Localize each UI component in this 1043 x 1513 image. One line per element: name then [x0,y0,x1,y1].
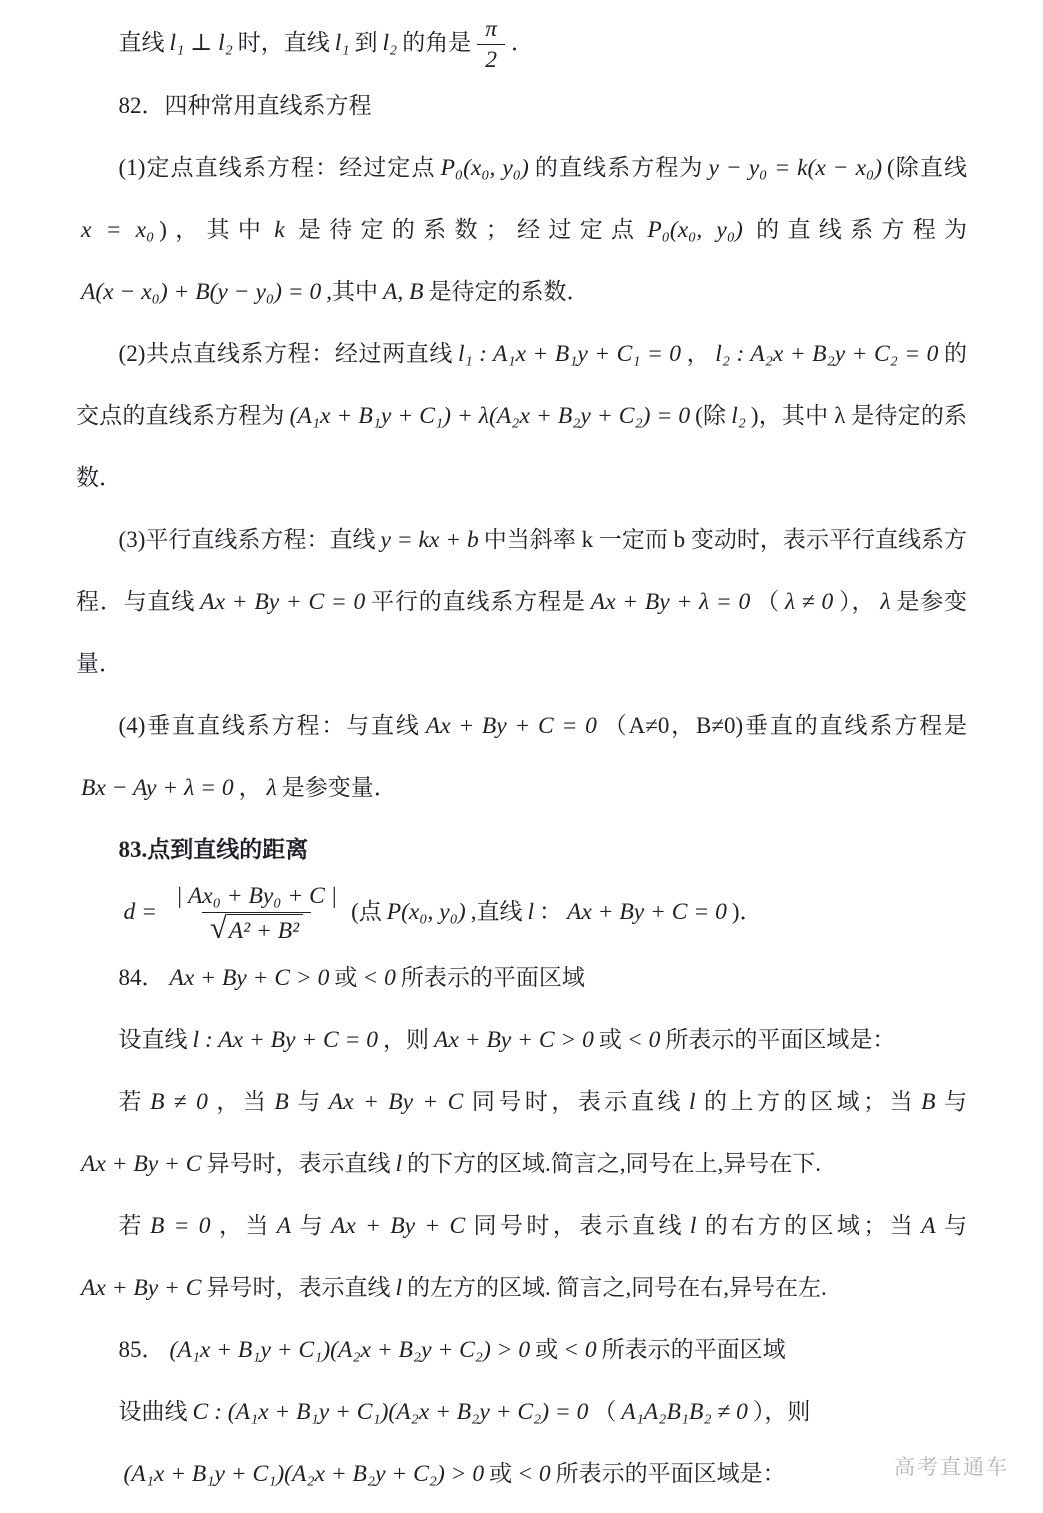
math-run: λ [266,775,277,802]
sqrt-radical: √ A² + B² [210,914,303,945]
text-run: （ [593,1398,617,1424]
math-run: C : (A₁x + B₁y + C₁)(A₂x + B₂y + C₂) = 0 [192,1398,589,1425]
fraction: $\frac{\pi}{2}$ [477,14,505,75]
text-run: 85． [118,1336,165,1362]
math-run: l₁ : A₁x + B₁y + C₁ = 0 [457,341,682,368]
math-run: Ax + By + C [331,1212,466,1239]
text-run: 到 [354,30,378,55]
text-run: 所表示的平面区域 [400,964,585,990]
text-run: ）， [838,589,876,615]
math-run: A [276,1212,292,1239]
section-84-title [76,947,967,1009]
text-run: 异号时，表示直线 [206,1150,391,1176]
text-run: ： [539,899,562,925]
text-run: 设曲线 [118,1398,188,1424]
math-run: d = [123,899,158,926]
math-run: Ax + By + C > 0 [169,964,330,991]
math-run: Ax + By + C [81,1150,202,1177]
math-run: B [274,1088,289,1115]
text-run: 的上方的区域；当 [700,1088,917,1114]
document-body [76,12,967,1505]
math-run: l₁ ⊥ l₂ [169,30,233,56]
math-run: l₂ [382,30,398,56]
text-run: ），则 [752,1398,811,1424]
text-run: 与 [296,1212,326,1238]
math-run: y = kx + b [380,527,479,554]
math-run: Ax + By + λ = 0 [590,589,751,616]
intro-angle-note [76,12,967,75]
math-run: Ax + By + C = 0 [200,589,366,616]
item-82-2-concurrent-line-systems [76,323,967,509]
text-run: ,直线 [470,899,523,925]
text-run: 是待定的系数． [428,279,590,305]
text-run: 的下方的区域.简言之,同号在上,异号在下. [407,1150,821,1176]
text-run: 的右方的区域；当 [701,1212,917,1238]
text-run: 83.点到直线的距离 [118,837,309,863]
text-run: (除 [695,403,727,429]
math-run: < 0 [563,1336,597,1363]
text-run: 的交点的直线系方程为 [76,341,968,429]
item-82-4-perpendicular-line-systems [76,695,967,819]
math-run: l [395,1150,402,1177]
text-run: 的左方的区域. 简言之,同号在右,异号在左. [407,1274,827,1300]
text-run: 时，直线 [237,30,330,55]
math-run: x = x₀ [81,217,155,244]
math-run: l [689,1212,697,1239]
math-run: A [921,1212,936,1239]
math-run: < 0 [362,964,396,991]
text-run: 的直线系方程为 [533,155,704,181]
math-run: l₂ : A₂x + B₂y + C₂ = 0 [715,341,939,368]
math-run: P(x₀, y₀) [386,899,466,926]
text-run: (3)平行直线系方程：直线 [118,527,376,553]
math-run: B [921,1088,936,1115]
math-run: A, B [383,279,424,306]
text-run: 的直线系方程为 [747,217,968,243]
math-run: Ax + By + C > 0 [434,1026,594,1053]
math-run: l [527,899,534,926]
text-run: 直线 [118,30,165,55]
item-82-3-parallel-line-systems [76,509,967,695]
math-run: < 0 [626,1026,661,1053]
text-run: 中当斜率 k 一定而 b 变动时，表示平行直线系方程．与直线 [76,527,967,615]
text-run: 平行的直线系方程是 [370,589,586,615]
math-run: λ ≠ 0 [784,589,834,616]
text-run: (除直线 [887,155,967,181]
math-run: Ax + By + C [328,1088,464,1115]
text-run: 是参变量． [281,775,397,801]
text-run: ,其中 [326,279,379,305]
fraction: | Ax₀ + By₀ + C | √ A² + B² [168,881,345,946]
para-84-case-b-zero [76,1195,967,1319]
math-run: < 0 [517,1460,551,1487]
text-run: 所表示的平面区域 [601,1336,786,1362]
para-84-case-b-nonzero [76,1071,967,1195]
math-run: λ [880,589,891,616]
formula-point-line-distance [76,881,967,946]
section-85-title [76,1319,967,1381]
section-82-title [76,75,967,137]
math-run: A₁A₂B₁B₂ ≠ 0 [621,1398,748,1425]
text-run: 同号时，表示直线 [470,1212,685,1238]
text-run: )． [731,899,763,925]
math-run: P₀(x₀, y₀) [647,217,743,244]
text-run: 是待定的系数；经过定点 [289,217,643,243]
text-run: ，当 [212,1088,270,1114]
text-run: (1)定点直线系方程：经过定点 [118,155,436,181]
math-run: (A₁x + B₁y + C₁)(A₂x + B₂y + C₂) > 0 [123,1460,485,1487]
math-run: Ax + By + C [81,1274,202,1301]
text-run: 是参变量． [76,589,968,677]
text-run: 与 [293,1088,324,1114]
math-run: Ax + By + C = 0 [425,713,597,740]
para-85-setup [76,1381,967,1443]
text-run: 或 [334,964,358,990]
math-run: y − y₀ = k(x − x₀) [708,155,883,182]
text-run: )，其中 λ 是待定的系数． [76,403,968,491]
text-run: 82．四种常用直线系方程 [118,93,372,119]
para-85-statement [76,1443,967,1505]
text-run: 与 [940,1088,968,1114]
para-84-setup [76,1009,967,1071]
text-run: (2)共点直线系方程：经过两直线 [118,341,453,367]
text-run: 或 [598,1026,622,1052]
text-run: 或 [535,1336,559,1362]
text-run: （A≠0，B≠0)垂直的直线系方程是 [601,713,967,739]
text-run: 84． [118,964,165,990]
math-run: l₁ [334,30,350,56]
text-run: ． [510,30,534,55]
math-run: P₀(x₀, y₀) [440,155,529,182]
math-run: Bx − Ay + λ = 0 [81,775,234,802]
text-run: ，当 [215,1212,272,1238]
math-run: l : Ax + By + C = 0 [192,1026,379,1053]
text-run: 若 [118,1212,145,1238]
math-run: k [274,217,285,244]
text-run: 若 [118,1088,146,1114]
math-run: l₂ [731,403,746,430]
text-run: 与 [940,1212,968,1238]
math-run: l [395,1274,402,1301]
item-82-1-fixed-point-systems [76,137,967,323]
text-run: 设直线 [118,1026,188,1052]
text-run: ， [686,341,711,367]
text-run: (4)垂直直线系方程：与直线 [118,713,421,739]
math-run: B = 0 [149,1212,211,1239]
text-run: 同号时，表示直线 [468,1088,684,1114]
text-run: ，则 [383,1026,430,1052]
watermark: 高考直通车 [894,1456,1009,1479]
section-83-title [76,819,967,881]
math-run: l [688,1088,696,1115]
math-run: B ≠ 0 [150,1088,208,1115]
math-run: (A₁x + B₁y + C₁) + λ(A₂x + B₂y + C₂) = 0 [289,403,691,430]
text-run: 异号时，表示直线 [206,1274,391,1300]
text-run: ， [238,775,262,801]
math-run: (A₁x + B₁y + C₁)(A₂x + B₂y + C₂) > 0 [169,1336,531,1363]
text-run: 所表示的平面区域是： [555,1460,786,1486]
text-run: 所表示的平面区域是： [665,1026,896,1052]
text-run: 或 [489,1460,513,1486]
text-run: （ [755,589,780,615]
text-run: 的角是 [402,30,472,55]
text-run: )，其中 [159,217,270,243]
text-run: (点 [351,899,382,925]
math-run: A(x − x₀) + B(y − y₀) = 0 [81,279,322,306]
math-run: Ax + By + C = 0 [567,899,727,926]
